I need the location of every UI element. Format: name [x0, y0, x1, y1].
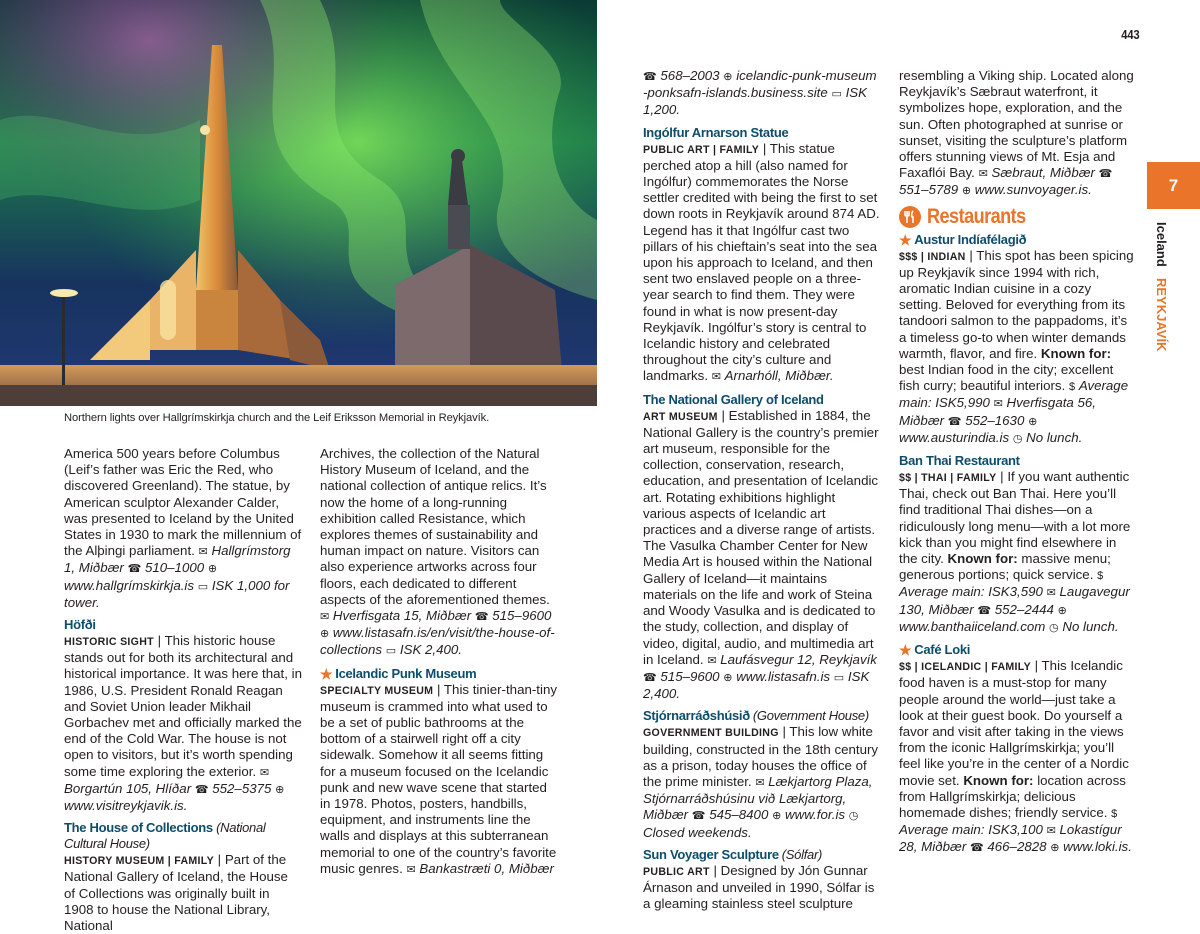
envelope-icon: ✉: [1046, 825, 1056, 838]
phone-icon: ☎: [194, 783, 209, 796]
star-icon: ★: [899, 642, 912, 659]
country-label: Iceland: [1154, 222, 1169, 267]
phone-icon: ☎: [691, 810, 706, 823]
body-text: America 500 years before Columbus (Leif’s father was Eric the Red, who discovered Greenland). The statue, by American sculptor Alexander Calder, was presented to Iceland by the United States in 1930 to mark the millennium of the Alþingi parliament. ✉ Hallgrímstorg 1, Miðbær ☎ 510–1000 ⊕ www.hallgrímskirkja.is ▭ ISK 1,000 for tower.: [64, 446, 302, 610]
web-link[interactable]: www.visitreykjavik.is.: [64, 798, 188, 814]
web-link[interactable]: www.listasafn.is: [736, 668, 831, 684]
entry-title: ★ Café Loki: [899, 642, 971, 659]
aurora-illustration: [0, 0, 597, 406]
entry-body: GOVERNMENT BUILDING | This low white building, constructed in the 18th century as a prison, today houses the office of the prime minister. ✉ Lækjartorg Plaza, Stjórnarráðshúsinu við Lækjartorg, Miðbær ☎ 545–8400 ⊕ www.for.is ◷ Closed weekends.: [643, 724, 879, 840]
star-icon: ★: [320, 665, 333, 682]
phone-icon: ☎: [977, 604, 992, 617]
entry-body: PUBLIC ART | FAMILY | This statue perched atop a hill (also named for Ingólfur) commemorates the Norse settler credited with being the first to set down roots in Reykjavík around 874 AD. Legend has it that Ingólfur cast two pillars of his chieftain’s seat into the sea upon his approach to Iceland, and then sent two enslaved people on a three-year search to find them. They were found in what is now present-day Reykjavík. Ingólfur’s story is central to Icelandic history and celebrated throughout the city’s culture and landmarks. ✉ Arnarhóll, Miðbær.: [643, 140, 880, 384]
body-text: ☎ 568–2003 ⊕ icelandic-punk-museum-ponksafn-islands.business.site ▭ ISK 1,200.: [643, 68, 877, 118]
envelope-icon: ✉: [1046, 587, 1056, 600]
entry-body: PUBLIC ART | Designed by Jón Gunnar Árnason and unveiled in 1990, Sólfar is a gleaming stainless steel sculpture: [643, 862, 875, 912]
entry-title: The National Gallery of Iceland: [643, 391, 824, 407]
entry-title: Ban Thai Restaurant: [899, 453, 1020, 469]
entry-title: Stjórnarráðshúsið (Government House): [643, 708, 869, 724]
envelope-icon: ✉: [198, 546, 208, 559]
section-header: [899, 206, 1137, 228]
aurora-photo: [0, 0, 597, 406]
column-2: [320, 446, 560, 878]
photo-caption: Northern lights over Hallgrímskirkja church and the Leif Eriksson Memorial in Reykjavík.: [64, 412, 490, 424]
globe-icon: ⊕: [723, 71, 733, 83]
web-link[interactable]: www.sunvoyager.is.: [974, 182, 1092, 198]
globe-icon: ⊕: [1050, 842, 1060, 855]
globe-icon: ⊕: [1057, 604, 1067, 617]
city-label: REYKJAVÍK: [1154, 278, 1169, 352]
entry-body: ART MUSEUM | Established in 1884, the National Gallery is the country’s premier art museum, responsible for the collection, conservation, research, education, and presentation of Icelandic art. Rotating exhibitions highlight various aspects of Icelandic art practices and a diverse range of artists. The Vasulka Chamber Center for New Media Art is housed within the National Gallery of Iceland—it maintains materials on the life and work of Steina and Woody Vasulka and is dedicated to the study, collection, and display of video, digital, audio, and multimedia art in Iceland. ✉ Laufásvegur 12, Reykjavík ☎ 515–9600 ⊕ www.listasafn.is ▭ ISK 2,400.: [643, 407, 879, 702]
envelope-icon: ✉: [978, 168, 988, 181]
entry-title: Ingólfur Arnarson Statue: [643, 124, 789, 140]
entry-title: The House of Collections (National Cultural House): [64, 820, 266, 852]
ticket-icon: ▭: [197, 580, 209, 593]
phone-icon: ☎: [947, 415, 962, 428]
globe-icon: ⊕: [961, 185, 972, 198]
page-number: 443: [1121, 27, 1140, 42]
entry-body: HISTORIC SIGHT | This historic house stands out for both its architectural and historical importance. It was here that, in 1986, U.S. President Ronald Reagan and Soviet Union leader Mikhail Gorbachev met and officially marked the end of the Cold War. The house is not open to visitors, but it’s worth spending some time exploring the exterior. ✉ Borgartún 105, Hlíðar ☎ 552–5375 ⊕ www.visitreykjavik.is.: [64, 633, 302, 814]
section-title: Restaurants: [927, 204, 1026, 228]
phone-icon: ☎: [643, 71, 657, 83]
entry-title: Sun Voyager Sculpture (Sólfar): [643, 846, 822, 862]
web-link[interactable]: www.listasafn.is/en/visit/the-house-of-collections: [320, 625, 555, 658]
phone-icon: ☎: [1098, 168, 1113, 181]
ticket-icon: ▭: [833, 671, 845, 684]
column-1: [64, 446, 302, 934]
entry-title: Höfði: [64, 617, 96, 633]
body-text: Archives, the collection of the Natural History Museum of Iceland, and the national collection of antique relics. It’s now the home of a long-running exhibition called Resistance, which explores themes of sustainability and human impact on nature. Visitors can also experience artworks across four floors, each dedicated to different aspects of the aforementioned themes. ✉ Hverfisgata 15, Miðbær ☎ 515–9600 ⊕ www.listasafn.is/en/visit/the-house-of-collections ▭ ISK 2,400.: [320, 446, 555, 658]
envelope-icon: ✉: [406, 863, 416, 876]
entry-body: $$$ | INDIAN | This spot has been spicing up Reykjavík since 1994 with rich, aromatic Indian cuisine in a cozy setting. Beloved for everything from its tandoori salmon to the pappadoms, it’s a timeless go-to when winter demands warmth, flavor, and fire. Known for: best Indian food in the city; excellent fish curry; beautiful interiors. $ Average main: ISK5,990 ✉ Hverfisgata 56, Miðbær ☎ 552–1630 ⊕ www.austurindia.is ◷ No lunch.: [899, 247, 1134, 445]
web-link[interactable]: www.hallgrímskirkja.is: [64, 577, 195, 593]
column-4: [899, 68, 1137, 857]
phone-icon: ☎: [474, 611, 489, 624]
envelope-icon: ✉: [755, 776, 765, 789]
globe-icon: ⊕: [275, 783, 285, 796]
globe-icon: ⊕: [772, 810, 782, 823]
globe-icon: ⊕: [207, 563, 218, 576]
chapter-tab: 7: [1147, 162, 1200, 209]
entry-body: HISTORY MUSEUM | FAMILY | Part of the National Gallery of Iceland, the House of Collections was originally built in 1908 to house the National Library, National: [64, 852, 288, 934]
envelope-icon: ✉: [711, 371, 721, 384]
clock-icon: ◷: [1012, 432, 1023, 445]
web-link[interactable]: www.austurindia.is: [899, 429, 1010, 445]
globe-icon: ⊕: [320, 628, 330, 641]
clock-icon: ◷: [1049, 621, 1059, 634]
envelope-icon: ✉: [320, 611, 330, 624]
star-icon: ★: [899, 231, 912, 248]
ticket-icon: ▭: [831, 88, 842, 101]
clock-icon: ◷: [848, 810, 859, 823]
envelope-icon: ✉: [707, 654, 717, 667]
entry-title: ★ Austur Indíafélagið: [899, 231, 1027, 248]
fork-knife-icon: [899, 206, 921, 228]
dollar-icon: $: [1111, 807, 1118, 820]
entry-title: ★ Icelandic Punk Museum: [320, 665, 477, 682]
web-link[interactable]: www.banthaiiceland.com: [899, 618, 1046, 634]
entry-body: SPECIALTY MUSEUM | This tinier-than-tiny museum is crammed into what used to be a set of public bathrooms at the bottom of a stairwell right off a city sidewalk. Somehow it all seems fitting for a museum focused on the Icelandic punk and new wave scene that started in 1978. Photos, posters, handbills, equipment, and instruments line the walls and displays at this subterranean memorial to one of the country’s favorite music genres. ✉ Bankastræti 0, Miðbær: [320, 681, 557, 876]
dollar-icon: $: [1068, 381, 1076, 394]
web-link[interactable]: www.loki.is.: [1063, 839, 1132, 855]
envelope-icon: ✉: [259, 766, 270, 779]
phone-icon: ☎: [969, 842, 984, 855]
body-text: resembling a Viking ship. Located along Reykjavík’s Sæbraut waterfront, it symbolizes hope, exploration, and the sun. Often photographed at sunrise or sunset, visiting the sculpture’s platform offers stunning views of Mt. Esja and Faxaflói Bay. ✉ Sæbraut, Miðbær ☎ 551–5789 ⊕ www.sunvoyager.is.: [899, 68, 1134, 198]
dollar-icon: $: [1097, 570, 1104, 583]
phone-icon: ☎: [127, 563, 142, 576]
ticket-icon: ▭: [385, 645, 397, 658]
phone-icon: ☎: [643, 671, 657, 684]
entry-body: $$ | ICELANDIC | FAMILY | This Icelandic food haven is a must-stop for many people around the world—just take a look at their guest book. Do yourself a favor and visit after taking in the views from the iconic Hallgrímskirkja; you’ll feel like you’re in the center of a Nordic movie set. Known for: location across from Hallgrímskirkja; delicious homemade dishes; friendly service. $ Average main: ISK3,100 ✉ Lokastígur 28, Miðbær ☎ 466–2828 ⊕ www.loki.is.: [899, 658, 1132, 855]
running-head: [1154, 222, 1169, 352]
column-3: [643, 68, 881, 912]
globe-icon: ⊕: [1028, 415, 1038, 428]
web-link[interactable]: icelandic-punk-museum-ponksafn-islands.business.site: [643, 68, 877, 101]
web-link[interactable]: www.for.is: [784, 807, 846, 823]
envelope-icon: ✉: [993, 398, 1003, 411]
entry-body: $$ | THAI | FAMILY | If you want authentic Thai, check out Ban Thai. Here you’ll find traditional Thai dishes—on a ridiculously long menu—with a lot more kick than you might find elsewhere in the city. Known for: massive menu; generous portions; quick service. $ Average main: ISK3,590 ✉ Laugavegur 130, Miðbær ☎ 552–2444 ⊕ www.banthaiiceland.com ◷ No lunch.: [899, 469, 1131, 634]
globe-icon: ⊕: [723, 671, 733, 684]
